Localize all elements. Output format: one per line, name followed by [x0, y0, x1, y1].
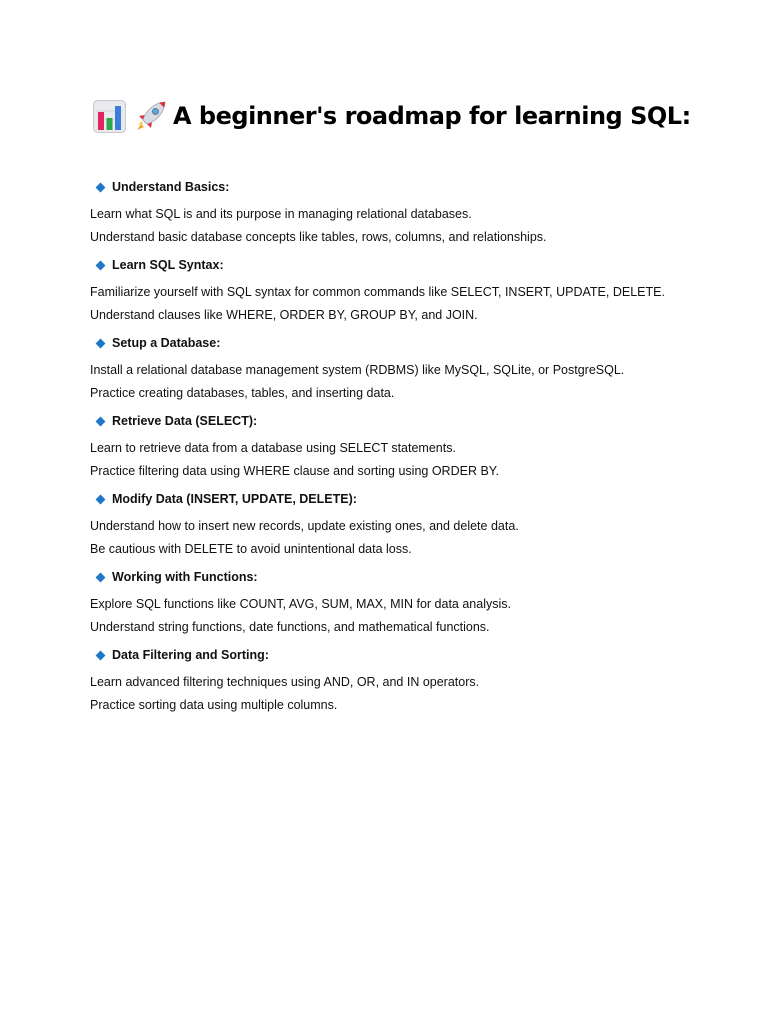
- page-title: A beginner's roadmap for learning SQL:: [173, 102, 691, 130]
- section-heading-text: Learn SQL Syntax:: [112, 258, 224, 272]
- blue-diamond-icon: [96, 338, 106, 348]
- roadmap-section: [90, 564, 730, 635]
- blue-diamond-icon: [96, 182, 106, 192]
- section-heading-text: Understand Basics:: [112, 180, 230, 194]
- section-item: Practice sorting data using multiple columns.: [90, 698, 338, 712]
- section-item: Learn advanced filtering techniques using AND, OR, and IN operators.: [90, 675, 480, 689]
- section-heading: [97, 642, 730, 668]
- section-heading-text: Working with Functions:: [112, 570, 258, 584]
- roadmap-list: [90, 174, 730, 720]
- section-heading-text: Retrieve Data (SELECT):: [112, 414, 258, 428]
- roadmap-section: [90, 486, 730, 557]
- blue-diamond-icon: [96, 650, 106, 660]
- rocket-icon: [134, 99, 168, 133]
- bar-chart-icon: [93, 100, 126, 133]
- section-item: Install a relational database management system (RDBMS) like MySQL, SQLite, or PostgreSQL.: [90, 363, 625, 377]
- section-item: Understand string functions, date functions, and mathematical functions.: [90, 620, 490, 634]
- roadmap-section: [90, 174, 730, 245]
- blue-diamond-icon: [96, 260, 106, 270]
- section-item: Practice creating databases, tables, and inserting data.: [90, 386, 395, 400]
- section-heading-text: Setup a Database:: [112, 336, 221, 350]
- section-item: Be cautious with DELETE to avoid unintentional data loss.: [90, 542, 412, 556]
- section-item: Learn what SQL is and its purpose in managing relational databases.: [90, 207, 472, 221]
- roadmap-section: [90, 642, 730, 713]
- section-heading-text: Data Filtering and Sorting:: [112, 648, 269, 662]
- roadmap-section: [90, 330, 730, 401]
- title-row: [93, 96, 691, 136]
- section-item: Understand basic database concepts like tables, rows, columns, and relationships.: [90, 230, 547, 244]
- section-item: Familiarize yourself with SQL syntax for common commands like SELECT, INSERT, UPDATE, DELETE.: [90, 285, 665, 299]
- section-heading: [97, 564, 730, 590]
- roadmap-section: [90, 408, 730, 479]
- blue-diamond-icon: [96, 572, 106, 582]
- section-heading: [97, 486, 730, 512]
- section-item: Understand how to insert new records, update existing ones, and delete data.: [90, 519, 519, 533]
- section-heading: [97, 408, 730, 434]
- blue-diamond-icon: [96, 494, 106, 504]
- section-heading-text: Modify Data (INSERT, UPDATE, DELETE):: [112, 492, 357, 506]
- section-heading: [97, 174, 730, 200]
- section-heading: [97, 330, 730, 356]
- section-item: Learn to retrieve data from a database using SELECT statements.: [90, 441, 456, 455]
- section-item: Practice filtering data using WHERE clause and sorting using ORDER BY.: [90, 464, 499, 478]
- section-item: Explore SQL functions like COUNT, AVG, SUM, MAX, MIN for data analysis.: [90, 597, 511, 611]
- section-heading: [97, 252, 730, 278]
- roadmap-section: [90, 252, 730, 323]
- section-item: Understand clauses like WHERE, ORDER BY, GROUP BY, and JOIN.: [90, 308, 478, 322]
- blue-diamond-icon: [96, 416, 106, 426]
